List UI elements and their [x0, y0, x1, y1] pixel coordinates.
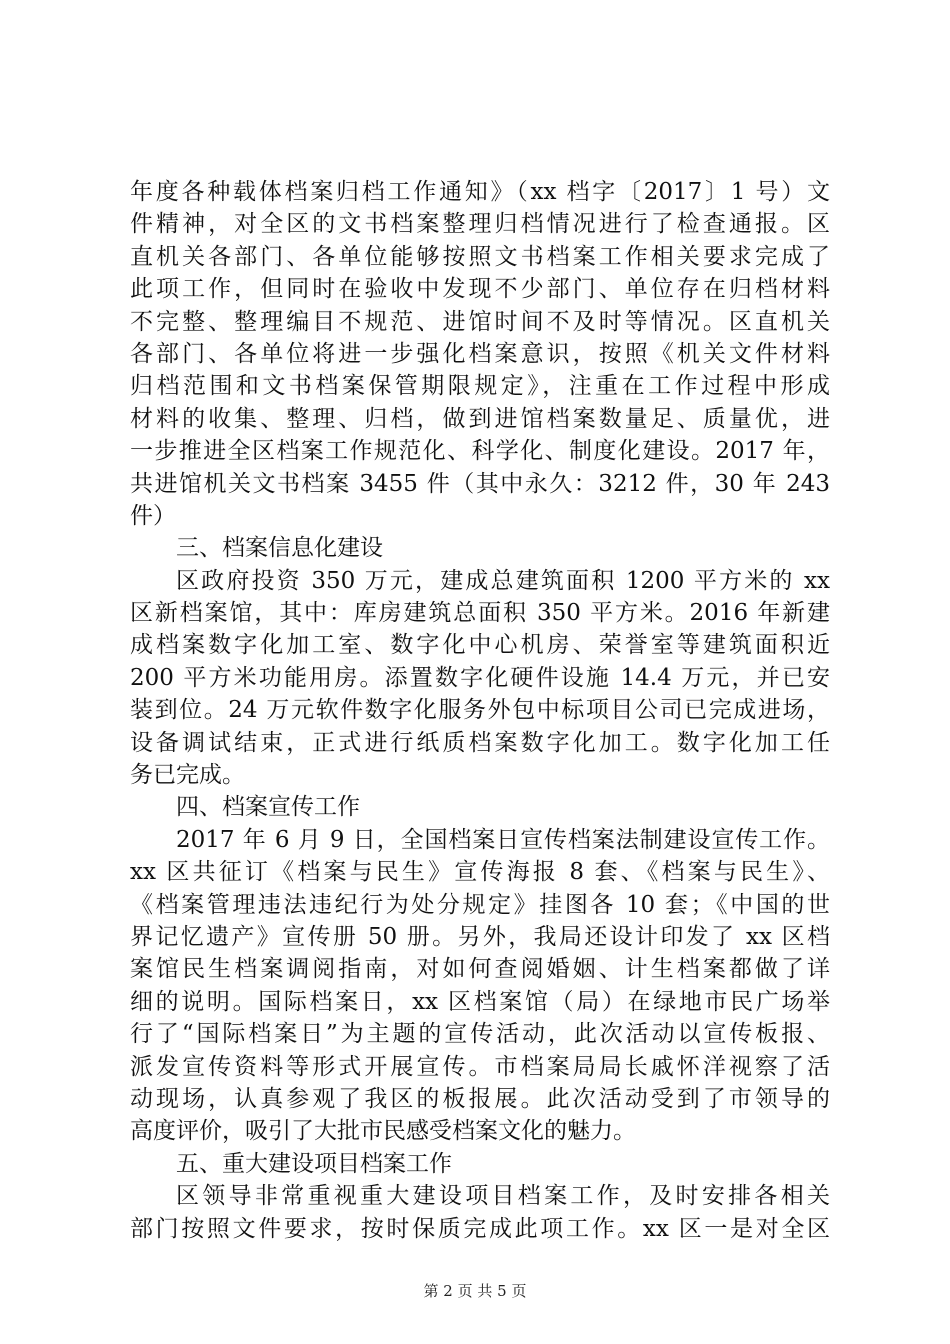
body-text-line: 派发宣传资料等形式开展宣传。市档案局局长戚怀洋视察了活 [130, 1053, 830, 1080]
section-heading: 五、重大建设项目档案工作 [176, 1150, 452, 1177]
body-text-line: xx 区共征订《档案与民生》宣传海报 8 套、《档案与民生》、 [130, 859, 830, 886]
body-text-line: 细的说明。国际档案日，xx 区档案馆（局）在绿地市民广场举 [130, 988, 830, 1015]
body-text-line: 区新档案馆，其中：库房建筑总面积 350 平方米。2016 年新建 [130, 600, 830, 627]
section-heading: 三、档案信息化建设 [176, 535, 383, 562]
body-text-line: 行了“国际档案日”为主题的宣传活动，此次活动以宣传板报、 [130, 1021, 830, 1048]
body-text-line: 件精神，对全区的文书档案整理归档情况进行了检查通报。区 [130, 211, 830, 238]
body-text-line: 部门按照文件要求，按时保质完成此项工作。xx 区一是对全区 [130, 1215, 830, 1242]
body-text-line: 不完整、整理编目不规范、进馆时间不及时等情况。区直机关 [130, 308, 830, 335]
body-text-line: 动现场，认真参观了我区的板报展。此次活动受到了市领导的 [130, 1085, 830, 1112]
section-heading: 四、档案宣传工作 [176, 794, 360, 821]
page-footer: 第 2 页 共 5 页 [423, 1282, 527, 1300]
body-text-line: 共进馆机关文书档案 3455 件（其中永久：3212 件，30 年 243 [130, 470, 830, 497]
document-body [130, 176, 830, 1245]
body-text-line: 件） [130, 502, 176, 529]
body-text-line: 成档案数字化加工室、数字化中心机房、荣誉室等建筑面积近 [130, 632, 830, 659]
body-text-line: 200 平方米功能用房。添置数字化硬件设施 14.4 万元，并已安 [130, 664, 830, 691]
paragraph-first-line: 2017 年 6 月 9 日，全国档案日宣传档案法制建设宣传工作。 [176, 826, 830, 853]
body-text-line: 一步推进全区档案工作规范化、科学化、制度化建设。2017 年， [130, 438, 830, 465]
body-text-line: 高度评价，吸引了大批市民感受档案文化的魅力。 [130, 1118, 636, 1145]
body-text-line: 材料的收集、整理、归档，做到进馆档案数量足、质量优，进 [130, 405, 830, 432]
body-text-line: 案馆民生档案调阅指南，对如何查阅婚姻、计生档案都做了详 [130, 956, 830, 983]
body-text-line: 界记忆遗产》宣传册 50 册。另外，我局还设计印发了 xx 区档 [130, 923, 830, 950]
paragraph-first-line: 区领导非常重视重大建设项目档案工作，及时安排各相关 [176, 1183, 830, 1210]
body-text-line: 设备调试结束，正式进行纸质档案数字化加工。数字化加工任 [130, 729, 830, 756]
body-text-line: 年度各种载体档案归档工作通知》（xx 档字〔2017〕1 号）文 [130, 179, 830, 205]
body-text-line: 直机关各部门、各单位能够按照文书档案工作相关要求完成了 [130, 243, 830, 270]
body-text-line: 务已完成。 [130, 762, 245, 789]
body-text-line: 各部门、各单位将进一步强化档案意识，按照《机关文件材料 [130, 340, 830, 367]
paragraph-first-line: 区政府投资 350 万元，建成总建筑面积 1200 平方米的 xx [176, 567, 830, 594]
body-text-line: 归档范围和文书档案保管期限规定》，注重在工作过程中形成 [130, 373, 830, 400]
body-text-line: 《档案管理违法违纪行为处分规定》挂图各 10 套；《中国的世 [130, 891, 830, 918]
body-text-line: 此项工作，但同时在验收中发现不少部门、单位存在归档材料 [130, 276, 830, 303]
body-text-line: 装到位。24 万元软件数字化服务外包中标项目公司已完成进场， [130, 697, 830, 724]
